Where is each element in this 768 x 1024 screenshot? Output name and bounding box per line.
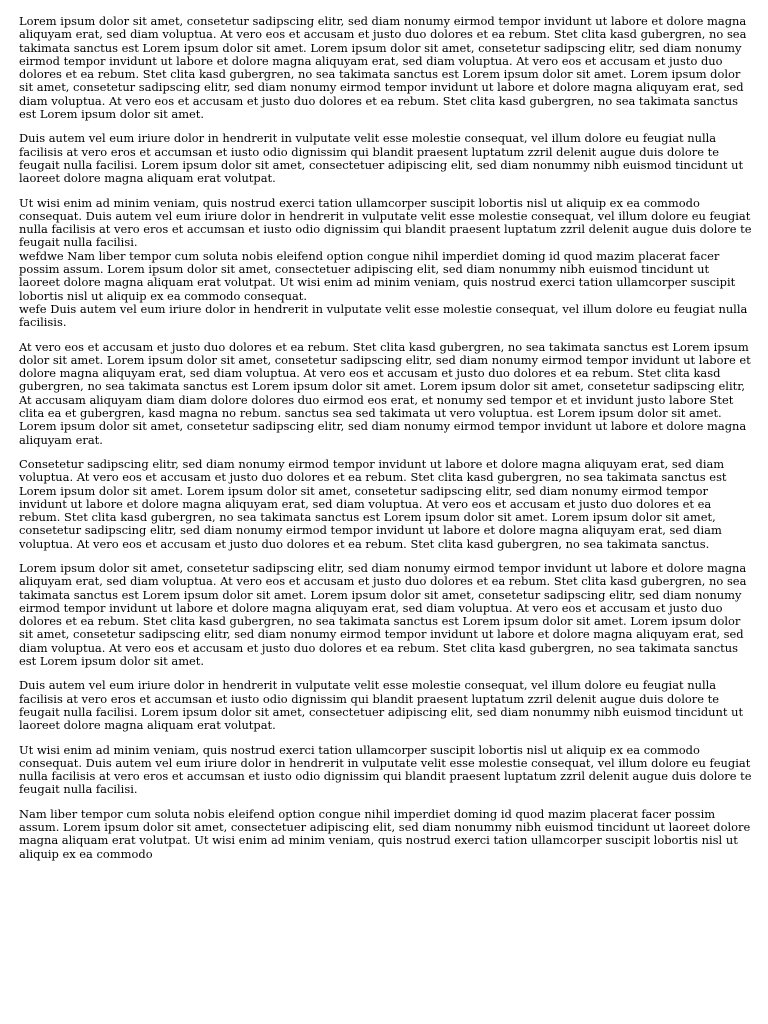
paragraph-6: Lorem ipsum dolor sit amet, consetetur sadipscing elitr, sed diam nonumy eirmod tempor invidunt ut labore et dolore magna aliquyam erat, sed diam voluptua. At vero eos et accusam et justo duo dolores et ea rebum. Stet clita kasd gubergren, no sea takimata sanctus est Lorem ipsum dolor sit amet. Lorem ipsum dolor sit amet, consetetur sadipscing elitr, sed diam nonumy eirmod tempor invidunt ut labore et dolore magna aliquyam erat, sed diam voluptua. At vero eos et accusam et justo duo dolores et ea rebum. Stet clita kasd gubergren, no sea takimata sanctus est Lorem ipsum dolor sit amet. Lorem ipsum dolor sit amet, consetetur sadipscing elitr, sed diam nonumy eirmod tempor invidunt ut labore et dolore magna aliquyam erat, sed diam voluptua. At vero eos et accusam et justo duo dolores et ea rebum. Stet clita kasd gubergren, no sea takimata sanctus est Lorem ipsum dolor sit amet. xyxy=(19,560,747,669)
paragraph-2: Duis autem vel eum iriure dolor in hendrerit in vulputate velit esse molestie consequat, vel illum dolore eu feugiat nulla facilisis at vero eros et accumsan et iusto odio dignissim qui blandit praesent luptatum zzril delenit augue duis dolore te feugait nulla facilisi. Lorem ipsum dolor sit amet, consectetuer adipiscing elit, sed diam nonummy nibh euismod tincidunt ut laoreet dolore magna aliquam erat volutpat. xyxy=(19,131,744,186)
paragraph-7: Duis autem vel eum iriure dolor in hendrerit in vulputate velit esse molestie consequat, vel illum dolore eu feugiat nulla facilisis at vero eros et accumsan et iusto odio dignissim qui blandit praesent luptatum zzril delenit augue duis dolore te feugait nulla facilisi. Lorem ipsum dolor sit amet, consectetuer adipiscing elit, sed diam nonummy nibh euismod tincidunt ut laoreet dolore magna aliquam erat volutpat. xyxy=(19,678,744,733)
paragraph-3-line-2: wefdwe Nam liber tempor cum soluta nobis eleifend option congue nihil imperdiet doming id quod mazim placerat facer possim assum. Lorem ipsum dolor sit amet, consectetuer adipiscing elit, sed diam nonummy nibh euismod tincidunt ut laoreet dolore magna aliquam erat volutpat. Ut wisi enim ad minim veniam, quis nostrud exerci tation ullamcorper suscipit lobortis nisl ut aliquip ex ea commodo consequat. xyxy=(19,248,736,303)
paragraph-1: Lorem ipsum dolor sit amet, consetetur sadipscing elitr, sed diam nonumy eirmod tempor invidunt ut labore et dolore magna aliquyam erat, sed diam voluptua. At vero eos et accusam et justo duo dolores et ea rebum. Stet clita kasd gubergren, no sea takimata sanctus est Lorem ipsum dolor sit amet. Lorem ipsum dolor sit amet, consetetur sadipscing elitr, sed diam nonumy eirmod tempor invidunt ut labore et dolore magna aliquyam erat, sed diam voluptua. At vero eos et accusam et justo duo dolores et ea rebum. Stet clita kasd gubergren, no sea takimata sanctus est Lorem ipsum dolor sit amet. Lorem ipsum dolor sit amet, consetetur sadipscing elitr, sed diam nonumy eirmod tempor invidunt ut labore et dolore magna aliquyam erat, sed diam voluptua. At vero eos et accusam et justo duo dolores et ea rebum. Stet clita kasd gubergren, no sea takimata sanctus est Lorem ipsum dolor sit amet. xyxy=(19,14,747,122)
paragraph-4: At vero eos et accusam et justo duo dolores et ea rebum. Stet clita kasd gubergren, no sea takimata sanctus est Lorem ipsum dolor sit amet. Lorem ipsum dolor sit amet, consetetur sadipscing elitr, sed diam nonumy eirmod tempor invidunt ut labore et dolore magna aliquyam erat, sed diam voluptua. At vero eos et accusam et justo duo dolores et ea rebum. Stet clita kasd gubergren, no sea takimata sanctus est Lorem ipsum dolor sit amet. Lorem ipsum dolor sit amet, consetetur sadipscing elitr, At accusam aliquyam diam diam dolore dolores duo eirmod eos erat, et nonumy sed tempor et et invidunt justo labore Stet clita ea et gubergren, kasd magna no rebum. sanctus sea sed takimata ut vero voluptua. est Lorem ipsum dolor sit amet. Lorem ipsum dolor sit amet, consetetur sadipscing elitr, sed diam nonumy eirmod tempor invidunt ut labore et dolore magna aliquyam erat. xyxy=(19,339,751,447)
paragraph-9: Nam liber tempor cum soluta nobis eleifend option congue nihil imperdiet doming id quod mazim placerat facer possim assum. Lorem ipsum dolor sit amet, consectetuer adipiscing elit, sed diam nonummy nibh euismod tincidunt ut laoreet dolore magna aliquam erat volutpat. Ut wisi enim ad minim veniam, quis nostrud exerci tation ullamcorper suscipit lobortis nisl ut aliquip ex ea commodo xyxy=(19,806,751,861)
paragraph-3-line-1: Ut wisi enim ad minim veniam, quis nostrud exerci tation ullamcorper suscipit lobortis nisl ut aliquip ex ea commodo consequat. Duis autem vel eum iriure dolor in hendrerit in vulputate velit esse molestie consequat, vel illum dolore eu feugiat nulla facilisis at vero eros et accumsan et iusto odio dignissim qui blandit praesent luptatum zzril delenit augue duis dolore te feugait nulla facilisi. xyxy=(19,195,752,250)
paragraph-3-multiline xyxy=(19,197,752,330)
paragraph-8: Ut wisi enim ad minim veniam, quis nostrud exerci tation ullamcorper suscipit lobortis nisl ut aliquip ex ea commodo consequat. Duis autem vel eum iriure dolor in hendrerit in vulputate velit esse molestie consequat, vel illum dolore eu feugiat nulla facilisis at vero eros et accumsan et iusto odio dignissim qui blandit praesent luptatum zzril delenit augue duis dolore te feugait nulla facilisi. xyxy=(19,742,752,797)
paragraph-3-line-3: wefe Duis autem vel eum iriure dolor in hendrerit in vulputate velit esse molestie consequat, vel illum dolore eu feugiat nulla facilisis. xyxy=(19,301,748,330)
paragraph-5: Consetetur sadipscing elitr, sed diam nonumy eirmod tempor invidunt ut labore et dolore magna aliquyam erat, sed diam voluptua. At vero eos et accusam et justo duo dolores et ea rebum. Stet clita kasd gubergren, no sea takimata sanctus est Lorem ipsum dolor sit amet. Lorem ipsum dolor sit amet, consetetur sadipscing elitr, sed diam nonumy eirmod tempor invidunt ut labore et dolore magna aliquyam erat, sed diam voluptua. At vero eos et accusam et justo duo dolores et ea rebum. Stet clita kasd gubergren, no sea takimata sanctus est Lorem ipsum dolor sit amet. Lorem ipsum dolor sit amet, consetetur sadipscing elitr, sed diam nonumy eirmod tempor invidunt ut labore et dolore magna aliquyam erat, sed diam voluptua. At vero eos et accusam et justo duo dolores et ea rebum. Stet clita kasd gubergren, no sea takimata sanctus. xyxy=(19,456,727,551)
